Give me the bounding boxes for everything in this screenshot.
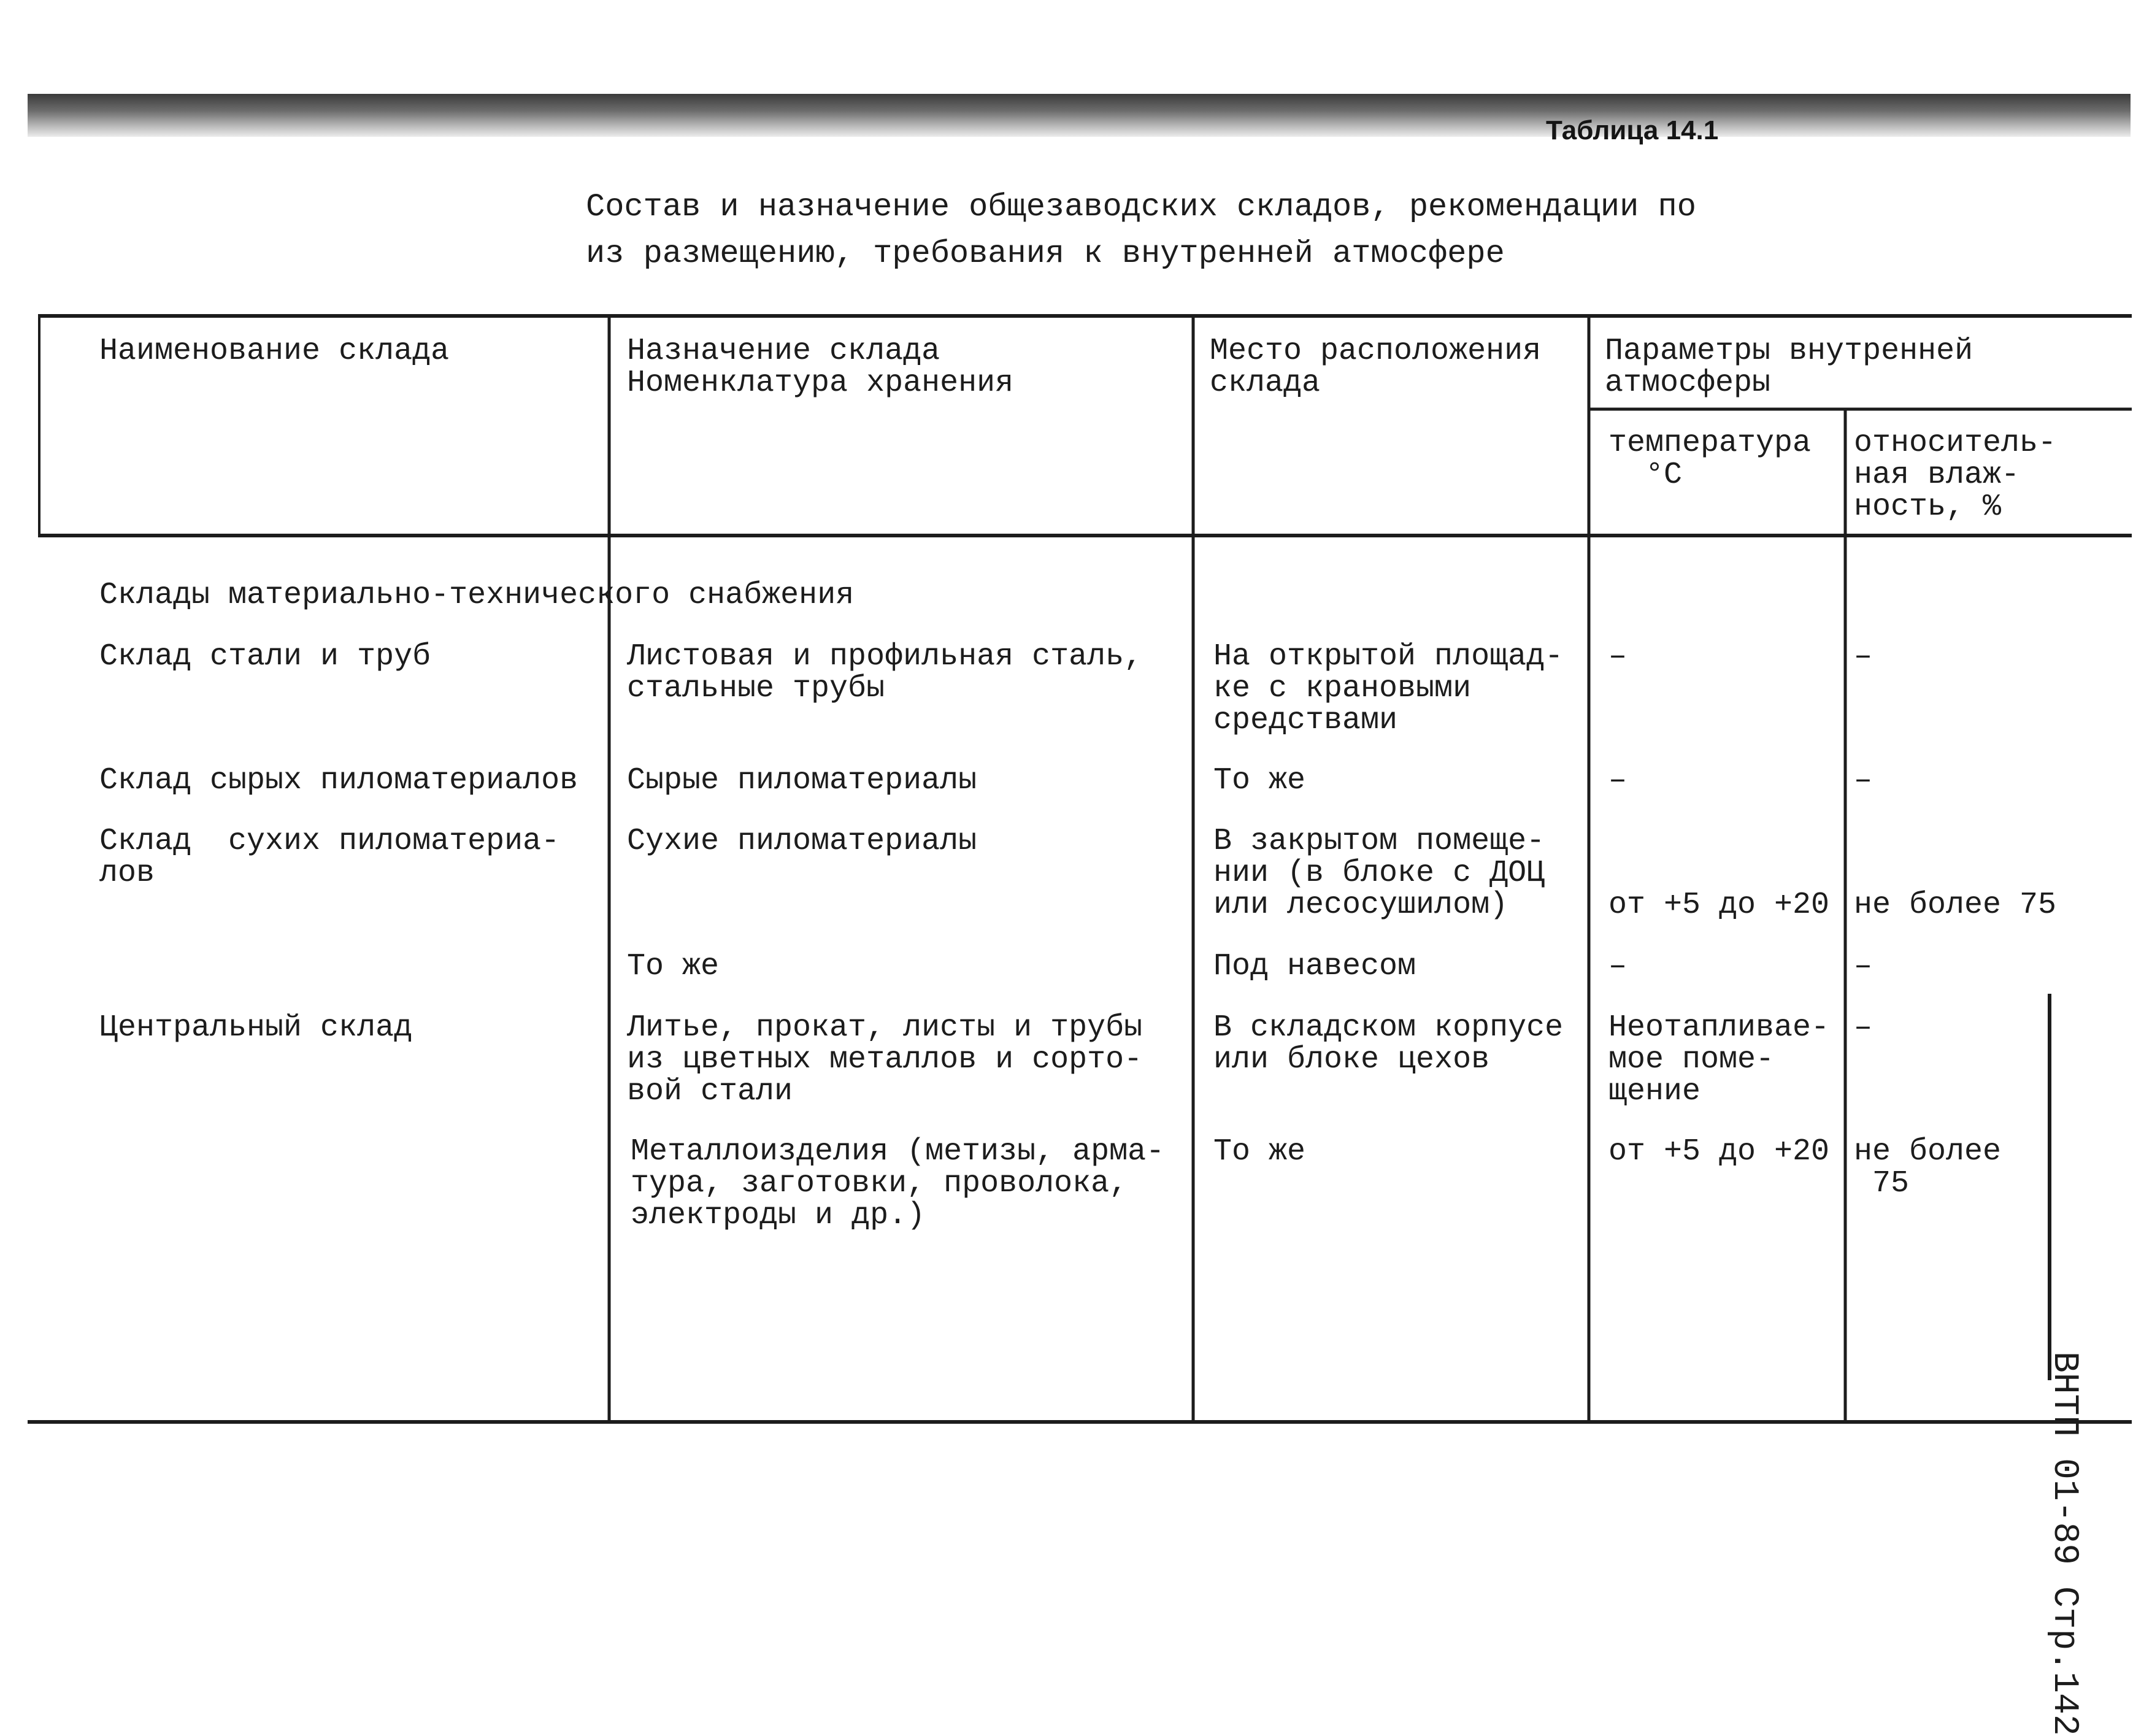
header-warehouse-purpose: Назначение склада Номенклатура хранения: [627, 334, 1014, 401]
stamp-rule: [2048, 994, 2051, 1380]
page-stamp: ВНТП 01-89 Стр.142: [2044, 1351, 2084, 1736]
row-5-purpose: Литье, прокат, листы и трубы из цветных металлов и сорто- вой стали: [627, 1010, 1143, 1109]
row-5-location: В складском корпусе или блоке цехов: [1213, 1010, 1564, 1077]
row-6-temperature: от +5 до +20: [1608, 1134, 1830, 1169]
row-3-location: В закрытом помеще- нии (в блоке с ДОЦ или лесосушилом): [1213, 824, 1545, 923]
row-5-temperature: Неотапливае- мое поме- щение: [1608, 1010, 1830, 1109]
row-1-purpose: Листовая и профильная сталь, стальные трубы: [627, 639, 1143, 706]
header-temperature: температура °С: [1608, 426, 1812, 493]
header-atmosphere-params: Параметры внутренней атмосферы: [1605, 334, 1973, 401]
row-1-temperature: –: [1608, 639, 1627, 674]
row-3-humidity: не более 75: [1854, 888, 2057, 923]
header-warehouse-location: Место расположения склада: [1210, 334, 1542, 401]
row-3-temperature: от +5 до +20: [1608, 888, 1830, 923]
table-number-label: Таблица 14.1: [1546, 115, 1719, 145]
row-3-name: Склад сухих пиломатериа- лов: [99, 824, 560, 891]
row-4-humidity: –: [1854, 949, 1873, 984]
section-title: Склады материально-технического снабжения: [99, 578, 855, 613]
row-4-purpose: То же: [627, 949, 720, 984]
row-1-location: На открытой площад- ке с крановыми средствами: [1213, 639, 1564, 738]
row-1-humidity: –: [1854, 639, 1873, 674]
row-4-location: Под навесом: [1213, 949, 1416, 984]
row-2-temperature: –: [1608, 763, 1627, 798]
scan-top-band: [28, 94, 2131, 137]
table-title-line-2: из размещению, требования к внутренней атмосфере: [586, 236, 1505, 272]
row-4-temperature: –: [1608, 949, 1627, 984]
row-2-purpose: Сырые пиломатериалы: [627, 763, 977, 798]
table-title: [586, 184, 1696, 277]
row-2-name: Склад сырых пиломатериалов: [99, 763, 578, 798]
row-6-humidity: не более 75: [1854, 1134, 2002, 1201]
row-2-humidity: –: [1854, 763, 1873, 798]
row-6-location: То же: [1213, 1134, 1306, 1169]
row-2-location: То же: [1213, 763, 1306, 798]
row-3-purpose: Сухие пиломатериалы: [627, 824, 977, 859]
header-humidity: относитель- ная влаж- ность, %: [1854, 426, 2057, 524]
row-5-humidity: –: [1854, 1010, 1873, 1045]
row-1-name: Склад стали и труб: [99, 639, 431, 674]
row-5-name: Центральный склад: [99, 1010, 413, 1045]
header-warehouse-name: Наименование склада: [99, 334, 450, 369]
row-6-purpose: Металлоизделия (метизы, арма- тура, заготовки, проволока, электроды и др.): [631, 1134, 1165, 1233]
table-title-line-1: Состав и назначение общезаводских складов, рекомендации по: [586, 189, 1696, 225]
